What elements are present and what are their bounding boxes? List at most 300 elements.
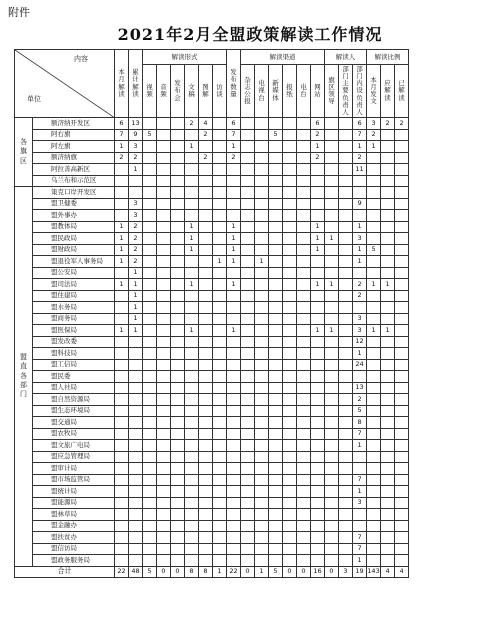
unit-name: 盟扶贫办 bbox=[33, 532, 115, 544]
table-cell bbox=[269, 198, 283, 210]
table-cell bbox=[353, 175, 367, 187]
table-cell bbox=[129, 348, 143, 360]
table-cell bbox=[353, 187, 367, 199]
unit-name: 盟科技局 bbox=[33, 348, 115, 360]
table-cell bbox=[353, 371, 367, 383]
table-cell bbox=[199, 451, 213, 463]
table-cell bbox=[395, 359, 409, 371]
table-cell bbox=[325, 302, 339, 314]
table-cell bbox=[395, 405, 409, 417]
table-cell bbox=[241, 543, 255, 555]
unit-name: 盟统计局 bbox=[33, 486, 115, 498]
group-label: 盟直各部门 bbox=[15, 187, 33, 567]
table-cell bbox=[185, 555, 199, 567]
table-cell: 9 bbox=[129, 129, 143, 141]
table-cell: 1 bbox=[353, 141, 367, 153]
table-cell bbox=[325, 210, 339, 222]
table-cell bbox=[395, 440, 409, 452]
table-cell bbox=[381, 405, 395, 417]
table-cell bbox=[199, 428, 213, 440]
table-cell bbox=[157, 520, 171, 532]
table-cell bbox=[143, 509, 157, 521]
table-cell bbox=[143, 233, 157, 245]
table-cell bbox=[199, 290, 213, 302]
table-cell bbox=[115, 187, 129, 199]
table-cell bbox=[213, 290, 227, 302]
table-cell bbox=[325, 543, 339, 555]
table-cell bbox=[339, 244, 353, 256]
table-cell bbox=[311, 313, 325, 325]
table-cell bbox=[129, 451, 143, 463]
table-row bbox=[15, 474, 409, 486]
table-cell bbox=[143, 371, 157, 383]
table-cell bbox=[325, 198, 339, 210]
total-cell: 143 bbox=[367, 566, 381, 578]
table-cell bbox=[325, 348, 339, 360]
table-cell bbox=[143, 451, 157, 463]
table-cell bbox=[381, 371, 395, 383]
table-cell bbox=[269, 336, 283, 348]
table-cell bbox=[241, 417, 255, 429]
table-cell bbox=[171, 175, 185, 187]
table-cell bbox=[325, 175, 339, 187]
table-cell bbox=[283, 486, 297, 498]
table-cell bbox=[255, 486, 269, 498]
table-cell: 1 bbox=[311, 141, 325, 153]
table-cell bbox=[367, 152, 381, 164]
unit-name: 盟农牧局 bbox=[33, 428, 115, 440]
table-cell bbox=[325, 256, 339, 268]
channels-subheader: 报纸 bbox=[283, 65, 297, 118]
table-cell bbox=[171, 497, 185, 509]
table-cell bbox=[367, 394, 381, 406]
table-cell bbox=[171, 520, 185, 532]
table-cell bbox=[199, 302, 213, 314]
table-cell bbox=[381, 348, 395, 360]
table-cell bbox=[143, 118, 157, 130]
table-cell bbox=[297, 555, 311, 567]
table-cell bbox=[185, 463, 199, 475]
table-cell bbox=[171, 474, 185, 486]
table-cell: 2 bbox=[353, 290, 367, 302]
table-cell bbox=[269, 405, 283, 417]
table-cell bbox=[171, 267, 185, 279]
table-cell bbox=[269, 474, 283, 486]
table-cell bbox=[297, 210, 311, 222]
table-cell bbox=[283, 509, 297, 521]
table-cell bbox=[157, 313, 171, 325]
table-cell bbox=[157, 221, 171, 233]
table-cell: 2 bbox=[353, 279, 367, 291]
table-cell bbox=[381, 302, 395, 314]
table-cell bbox=[199, 394, 213, 406]
table-cell bbox=[325, 555, 339, 567]
table-cell: 6 bbox=[227, 118, 241, 130]
table-cell bbox=[395, 198, 409, 210]
table-cell bbox=[129, 382, 143, 394]
unit-name: 盟林草局 bbox=[33, 509, 115, 521]
table-cell: 2 bbox=[311, 152, 325, 164]
table-cell bbox=[269, 417, 283, 429]
table-cell bbox=[255, 451, 269, 463]
table-cell bbox=[227, 302, 241, 314]
table-cell bbox=[297, 152, 311, 164]
table-cell bbox=[157, 451, 171, 463]
table-cell bbox=[241, 302, 255, 314]
table-cell bbox=[269, 175, 283, 187]
unit-name: 盟住建局 bbox=[33, 290, 115, 302]
table-cell bbox=[129, 440, 143, 452]
table-cell bbox=[185, 348, 199, 360]
table-cell: 1 bbox=[311, 244, 325, 256]
unit-name: 盟水务局 bbox=[33, 302, 115, 314]
table-cell bbox=[157, 325, 171, 337]
total-cell: 1 bbox=[213, 566, 227, 578]
table-cell bbox=[325, 451, 339, 463]
table-cell bbox=[185, 509, 199, 521]
readers-subheader: 部门内设负责人 bbox=[353, 65, 367, 118]
table-cell bbox=[339, 129, 353, 141]
table-row bbox=[15, 336, 409, 348]
table-cell: 1 bbox=[227, 233, 241, 245]
table-cell bbox=[339, 267, 353, 279]
table-cell bbox=[227, 555, 241, 567]
table-cell bbox=[241, 129, 255, 141]
table-cell bbox=[129, 175, 143, 187]
table-cell: 2 bbox=[129, 221, 143, 233]
table-cell bbox=[367, 405, 381, 417]
table-cell bbox=[213, 129, 227, 141]
table-cell bbox=[297, 279, 311, 291]
table-row bbox=[15, 244, 409, 256]
group-forms-header: 解读形式 bbox=[143, 50, 227, 65]
table-cell bbox=[395, 221, 409, 233]
table-cell: 1 bbox=[353, 486, 367, 498]
table-cell bbox=[199, 486, 213, 498]
table-cell bbox=[171, 394, 185, 406]
table-cell bbox=[115, 543, 129, 555]
table-cell bbox=[339, 279, 353, 291]
table-cell bbox=[171, 543, 185, 555]
table-cell: 1 bbox=[129, 267, 143, 279]
table-cell bbox=[339, 256, 353, 268]
table-cell: 3 bbox=[129, 210, 143, 222]
table-row bbox=[15, 152, 409, 164]
table-cell bbox=[143, 302, 157, 314]
table-cell bbox=[311, 555, 325, 567]
table-cell bbox=[255, 279, 269, 291]
table-cell: 2 bbox=[129, 256, 143, 268]
table-cell bbox=[157, 371, 171, 383]
table-cell bbox=[339, 221, 353, 233]
table-cell: 3 bbox=[353, 325, 367, 337]
table-cell bbox=[297, 141, 311, 153]
table-cell bbox=[185, 451, 199, 463]
table-cell bbox=[255, 221, 269, 233]
table-row bbox=[15, 440, 409, 452]
table-row bbox=[15, 451, 409, 463]
ratio-subheader: 已解读 bbox=[395, 65, 409, 118]
table-cell bbox=[171, 463, 185, 475]
table-cell bbox=[143, 267, 157, 279]
table-cell bbox=[269, 497, 283, 509]
table-cell bbox=[395, 348, 409, 360]
table-cell bbox=[157, 198, 171, 210]
table-cell bbox=[115, 463, 129, 475]
table-cell bbox=[367, 382, 381, 394]
table-cell bbox=[185, 164, 199, 176]
table-cell: 2 bbox=[115, 152, 129, 164]
table-cell: 13 bbox=[353, 382, 367, 394]
readers-subheader: 部门主要负责人 bbox=[339, 65, 353, 118]
table-cell bbox=[367, 532, 381, 544]
content-header-label: 内容 bbox=[74, 55, 88, 63]
table-cell bbox=[241, 474, 255, 486]
table-cell bbox=[339, 428, 353, 440]
table-cell bbox=[129, 532, 143, 544]
table-cell bbox=[311, 428, 325, 440]
table-cell bbox=[395, 474, 409, 486]
table-cell bbox=[325, 359, 339, 371]
table-cell bbox=[143, 555, 157, 567]
unit-name: 盟信访局 bbox=[33, 543, 115, 555]
table-cell: 7 bbox=[115, 129, 129, 141]
table-cell bbox=[157, 555, 171, 567]
table-cell bbox=[283, 359, 297, 371]
table-cell bbox=[395, 244, 409, 256]
table-cell bbox=[227, 440, 241, 452]
unit-name: 盟民委 bbox=[33, 371, 115, 383]
table-cell bbox=[213, 382, 227, 394]
table-cell bbox=[143, 532, 157, 544]
table-cell bbox=[157, 129, 171, 141]
table-row bbox=[15, 198, 409, 210]
forms-subheader: 图解 bbox=[199, 65, 213, 118]
table-cell bbox=[129, 520, 143, 532]
table-cell bbox=[311, 336, 325, 348]
table-cell bbox=[395, 394, 409, 406]
table-cell bbox=[227, 520, 241, 532]
table-cell bbox=[227, 417, 241, 429]
table-cell bbox=[171, 555, 185, 567]
table-cell bbox=[297, 302, 311, 314]
table-cell bbox=[367, 210, 381, 222]
table-cell: 1 bbox=[115, 325, 129, 337]
table-cell bbox=[381, 233, 395, 245]
table-cell bbox=[367, 187, 381, 199]
table-cell bbox=[339, 451, 353, 463]
table-cell bbox=[199, 187, 213, 199]
table-cell bbox=[311, 463, 325, 475]
table-cell bbox=[297, 543, 311, 555]
table-cell bbox=[199, 175, 213, 187]
table-cell bbox=[283, 210, 297, 222]
table-cell bbox=[241, 175, 255, 187]
table-cell bbox=[241, 497, 255, 509]
table-cell bbox=[255, 244, 269, 256]
table-cell bbox=[367, 509, 381, 521]
table-cell bbox=[395, 279, 409, 291]
table-cell: 7 bbox=[353, 474, 367, 486]
table-cell bbox=[185, 256, 199, 268]
col-publish-count-header: 发布数量 bbox=[227, 50, 241, 118]
table-cell bbox=[157, 417, 171, 429]
table-row bbox=[15, 394, 409, 406]
table-cell: 2 bbox=[227, 152, 241, 164]
readers-subheader: 旗区领导 bbox=[325, 65, 339, 118]
table-cell bbox=[185, 382, 199, 394]
table-cell bbox=[283, 256, 297, 268]
table-cell bbox=[269, 325, 283, 337]
table-cell bbox=[129, 497, 143, 509]
table-cell bbox=[171, 348, 185, 360]
table-cell bbox=[325, 187, 339, 199]
table-cell bbox=[199, 520, 213, 532]
table-cell bbox=[381, 509, 395, 521]
table-cell bbox=[297, 187, 311, 199]
table-cell bbox=[171, 428, 185, 440]
table-cell bbox=[199, 233, 213, 245]
table-cell bbox=[157, 210, 171, 222]
table-cell bbox=[241, 325, 255, 337]
table-cell bbox=[241, 509, 255, 521]
table-cell bbox=[283, 543, 297, 555]
table-cell bbox=[325, 267, 339, 279]
table-cell bbox=[143, 221, 157, 233]
channels-subheader: 电台 bbox=[297, 65, 311, 118]
total-cell: 4 bbox=[395, 566, 409, 578]
unit-header-label: 单位 bbox=[27, 94, 41, 103]
table-cell bbox=[381, 129, 395, 141]
table-cell bbox=[213, 451, 227, 463]
table-cell bbox=[395, 256, 409, 268]
table-cell bbox=[115, 532, 129, 544]
table-cell bbox=[381, 486, 395, 498]
table-cell bbox=[213, 302, 227, 314]
table-cell bbox=[269, 359, 283, 371]
table-cell bbox=[381, 417, 395, 429]
table-cell bbox=[325, 118, 339, 130]
table-cell: 1 bbox=[185, 233, 199, 245]
table-cell bbox=[185, 210, 199, 222]
table-cell bbox=[129, 417, 143, 429]
table-cell bbox=[129, 555, 143, 567]
table-cell bbox=[353, 451, 367, 463]
table-cell bbox=[227, 336, 241, 348]
table-cell bbox=[241, 405, 255, 417]
table-cell bbox=[395, 141, 409, 153]
table-cell bbox=[171, 164, 185, 176]
table-cell: 1 bbox=[185, 244, 199, 256]
table-cell bbox=[129, 486, 143, 498]
group-readers-header: 解读人 bbox=[325, 50, 367, 65]
table-cell bbox=[283, 164, 297, 176]
table-cell bbox=[367, 290, 381, 302]
table-cell bbox=[353, 520, 367, 532]
table-cell bbox=[269, 279, 283, 291]
table-cell bbox=[241, 187, 255, 199]
table-cell bbox=[115, 175, 129, 187]
table-cell bbox=[241, 118, 255, 130]
table-cell bbox=[143, 497, 157, 509]
table-row bbox=[15, 118, 409, 130]
table-cell: 2 bbox=[395, 118, 409, 130]
table-cell bbox=[325, 313, 339, 325]
total-cell: 0 bbox=[171, 566, 185, 578]
table-cell bbox=[269, 244, 283, 256]
table-cell bbox=[143, 164, 157, 176]
table-cell bbox=[395, 486, 409, 498]
table-cell bbox=[129, 405, 143, 417]
table-cell bbox=[339, 474, 353, 486]
table-cell bbox=[283, 313, 297, 325]
table-cell bbox=[241, 221, 255, 233]
table-row bbox=[15, 210, 409, 222]
table-cell bbox=[367, 198, 381, 210]
table-cell bbox=[185, 428, 199, 440]
table-cell bbox=[213, 405, 227, 417]
table-cell bbox=[115, 417, 129, 429]
table-cell bbox=[395, 267, 409, 279]
table-cell: 5 bbox=[143, 129, 157, 141]
table-cell bbox=[395, 532, 409, 544]
table-cell bbox=[381, 210, 395, 222]
unit-name: 乌兰布和示范区 bbox=[33, 175, 115, 187]
table-cell bbox=[213, 175, 227, 187]
table-cell bbox=[325, 463, 339, 475]
table-cell bbox=[297, 497, 311, 509]
table-cell bbox=[339, 532, 353, 544]
table-cell bbox=[311, 509, 325, 521]
table-cell bbox=[227, 175, 241, 187]
table-cell bbox=[115, 371, 129, 383]
table-cell bbox=[199, 509, 213, 521]
table-cell bbox=[241, 532, 255, 544]
total-label: 合计 bbox=[15, 566, 115, 578]
table-cell bbox=[199, 267, 213, 279]
table-cell bbox=[381, 141, 395, 153]
table-cell bbox=[367, 543, 381, 555]
table-cell bbox=[157, 175, 171, 187]
table-cell bbox=[367, 336, 381, 348]
table-cell: 1 bbox=[325, 279, 339, 291]
table-cell bbox=[255, 152, 269, 164]
table-cell bbox=[185, 313, 199, 325]
table-cell bbox=[381, 164, 395, 176]
table-cell bbox=[213, 428, 227, 440]
table-cell bbox=[241, 520, 255, 532]
table-cell bbox=[241, 279, 255, 291]
table-cell bbox=[381, 428, 395, 440]
table-cell bbox=[325, 509, 339, 521]
table-cell: 1 bbox=[185, 325, 199, 337]
table-cell bbox=[227, 474, 241, 486]
table-cell bbox=[241, 336, 255, 348]
table-cell bbox=[367, 348, 381, 360]
table-cell: 7 bbox=[353, 543, 367, 555]
table-cell bbox=[395, 543, 409, 555]
table-cell bbox=[213, 118, 227, 130]
table-cell bbox=[367, 474, 381, 486]
table-cell bbox=[241, 141, 255, 153]
unit-name: 策克口岸开发区 bbox=[33, 187, 115, 199]
table-cell bbox=[269, 451, 283, 463]
table-cell bbox=[213, 497, 227, 509]
table-cell bbox=[171, 198, 185, 210]
table-cell bbox=[283, 405, 297, 417]
table-cell bbox=[227, 359, 241, 371]
table-row bbox=[15, 428, 409, 440]
